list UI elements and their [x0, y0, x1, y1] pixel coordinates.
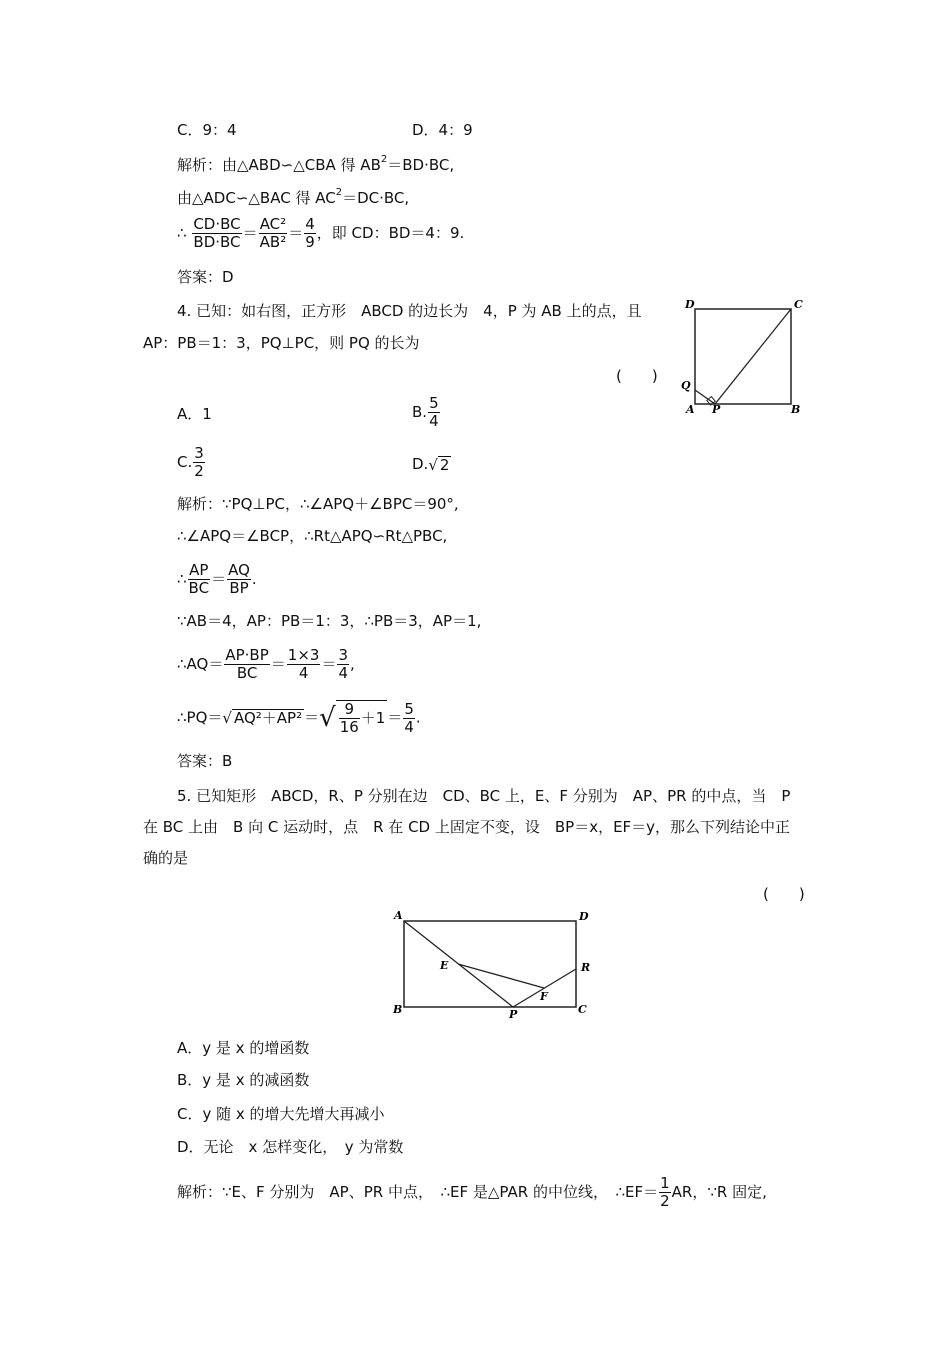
fraction: $\frac{3}{4}$	[338, 646, 349, 682]
q4-solution-line-1: 解析：∵PQ⊥PC，∴∠APQ＋∠BPC＝90°,	[177, 495, 459, 513]
radicand: 2	[439, 455, 450, 474]
fraction: $\frac{3}{2}$	[194, 444, 204, 480]
q4-solution-line-2: ∴∠APQ＝∠BCP，∴Rt△APQ∽Rt△PBC,	[177, 527, 448, 545]
q5-option-b: B．y 是 x 的减函数	[177, 1071, 310, 1089]
q3-option-c: C．9：4	[177, 121, 237, 139]
q4-square-figure	[675, 295, 810, 420]
q4-stem-line-2: AP：PB＝1：3，PQ⊥PC，则 PQ 的长为	[143, 334, 420, 352]
fraction: $\frac{1\times 3}{4}$	[287, 646, 320, 682]
fraction: $\frac{5}{4}$	[429, 394, 439, 430]
label-b: B	[791, 403, 801, 416]
q4-solution-line-6: ∴PQ＝√ AQ²＋AP² ＝√ $\frac{9}{16}$ ＋1 ＝ $\frac{5}{4}$ .	[177, 699, 421, 736]
q5-rectangle-figure	[385, 905, 600, 1020]
label-r: R	[581, 961, 591, 974]
q5-stem-line-3: 确的是	[143, 849, 189, 867]
q4-option-a: A．1	[177, 405, 212, 423]
q3-solution-line-3: ∴ $\frac{CD\cdot BC}{BD\cdot BC}$ ＝ $\frac{\text{AC²}}{\text{AB²}}$ ＝ $\frac{4}{9}$ ，即 CD：BD＝4：9.	[177, 215, 465, 251]
fraction: $\frac{1}{2}$	[660, 1174, 670, 1210]
label-p: P	[712, 403, 721, 416]
q5-answer-paren: ( )	[763, 885, 805, 903]
label-c: C	[794, 298, 803, 311]
q4-solution-line-3: ∴ $\frac{AP}{BC}$ ＝ $\frac{AQ}{BP}$ .	[177, 561, 257, 597]
q5-stem-line-1: 5. 已知矩形 ABCD，R、P 分别在边 CD、BC 上，E、F 分别为 AP、PR 的中点，当 P	[177, 787, 791, 805]
label-q: Q	[681, 379, 691, 392]
q5-option-a: A．y 是 x 的增函数	[177, 1039, 310, 1057]
fraction: $\frac{CD\cdot BC}{BD\cdot BC}$	[193, 215, 241, 251]
q4-solution-line-5: ∴AQ＝ $\frac{AP\cdot BP}{BC}$ ＝ $\frac{1\times 3}{4}$ ＝ $\frac{3}{4}$ ,	[177, 646, 355, 682]
q4-solution-line-4: ∵AB＝4，AP：PB＝1：3，∴PB＝3，AP＝1,	[177, 612, 482, 630]
q3-solution-line-2: 由△ADC∽△BAC 得 $AC^2=DC\cdot BC$,	[177, 187, 410, 207]
label-f: F	[540, 990, 548, 1003]
q3-option-d: D．4：9	[412, 121, 473, 139]
fraction: $\frac{\text{AC²}}{\text{AB²}}$	[259, 215, 287, 251]
label-e: E	[440, 959, 449, 972]
q5-stem-line-2: 在 BC 上由 B 向 C 运动时，点 R 在 CD 上固定不变，设 BP＝x，EF＝y，那么下列结论中正	[143, 818, 791, 836]
label-a: A	[394, 909, 403, 922]
q4-option-b: B. $\frac{5}{4}$	[412, 394, 439, 430]
q4-stem-line-1: 4. 已知：如右图，正方形 ABCD 的边长为 4，P 为 AB 上的点，且	[177, 302, 642, 320]
label-a: A	[686, 403, 695, 416]
radicand: AQ²＋AP²	[233, 709, 303, 727]
fraction: $\frac{4}{9}$	[305, 215, 315, 251]
q5-solution-line-1: 解析：∵E、F 分别为 AP、PR 中点， ∴EF 是△PAR 的中位线， ∴EF＝ $\frac{1}{2}$ AR，∵R 固定,	[177, 1174, 767, 1210]
radicand: $\frac{9}{16}$ ＋1	[336, 700, 388, 736]
fraction: $\frac{9}{16}$	[339, 700, 359, 736]
fraction: $\frac{5}{4}$	[404, 699, 414, 736]
q3-answer: 答案：D	[177, 268, 234, 286]
label-d: D	[579, 910, 589, 923]
q5-option-d: D．无论 x 怎样变化， y 为常数	[177, 1138, 404, 1156]
q4-option-d: D.√ 2	[412, 455, 450, 474]
fraction: $\frac{AQ}{BP}$	[228, 561, 250, 597]
fraction: $\frac{AP}{BC}$	[188, 561, 210, 597]
q4-option-c: C. $\frac{3}{2}$	[177, 444, 204, 480]
label-p: P	[509, 1008, 518, 1020]
q4-answer: 答案：B	[177, 752, 233, 770]
q3-solution-line-1: 解析：由△ABD∽△CBA 得 $AB^2=BD\cdot BC$,	[177, 154, 455, 174]
label-b: B	[393, 1003, 403, 1016]
fraction: $\frac{AP\cdot BP}{BC}$	[225, 646, 269, 682]
q5-option-c: C．y 随 x 的增大先增大再减小	[177, 1105, 385, 1123]
q4-answer-paren: ( )	[616, 367, 658, 385]
label-d: D	[685, 298, 695, 311]
label-c: C	[578, 1003, 587, 1016]
